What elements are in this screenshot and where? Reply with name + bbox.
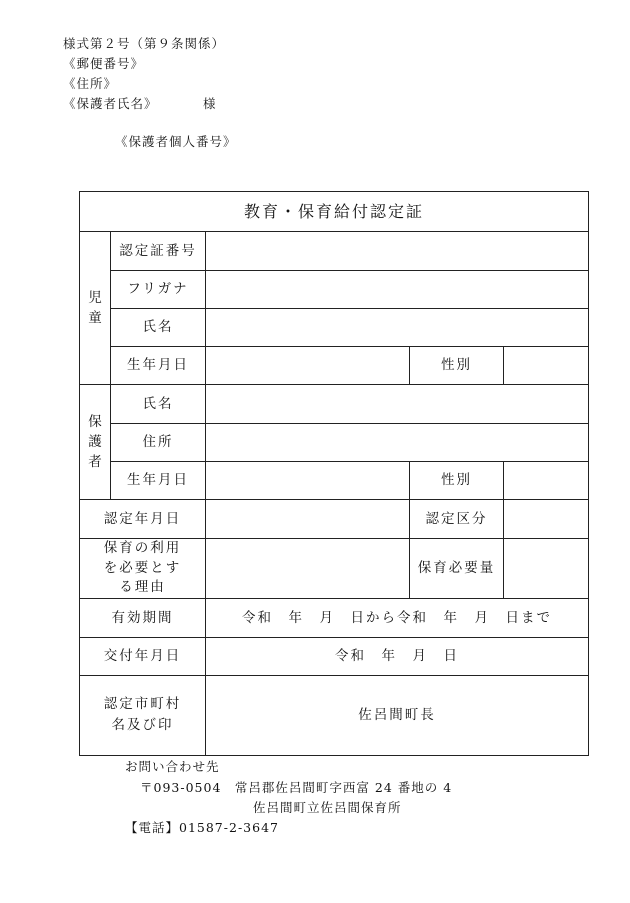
furigana-field bbox=[206, 271, 589, 309]
validity-label: 有効期間 bbox=[80, 598, 206, 637]
child-section-text: 児童 bbox=[88, 289, 104, 326]
guardian-birthdate-label: 生年月日 bbox=[111, 462, 206, 500]
child-birthdate-field bbox=[206, 347, 410, 385]
cert-date-field bbox=[206, 500, 410, 539]
cert-category-field bbox=[504, 500, 589, 539]
guardian-section-text: 保護者 bbox=[88, 413, 104, 471]
guardian-name-placeholder: 《保護者氏名》 bbox=[63, 96, 158, 111]
reason-label bbox=[80, 539, 206, 599]
required-amount-label: 保育必要量 bbox=[410, 539, 504, 599]
cert-number-field bbox=[206, 232, 589, 271]
guardian-id-placeholder: 《保護者個人番号》 bbox=[115, 134, 237, 149]
guardian-name-label: 氏名 bbox=[111, 385, 206, 424]
furigana-label: フリガナ bbox=[111, 271, 206, 309]
postal-code-placeholder: 《郵便番号》 bbox=[63, 56, 145, 71]
cert-date-label: 認定年月日 bbox=[80, 500, 206, 539]
reason-field bbox=[206, 539, 410, 599]
contact-heading: お問い合わせ先 bbox=[125, 759, 220, 774]
honorific: 様 bbox=[203, 96, 217, 111]
certificate-title: 教育・保育給付認定証 bbox=[80, 192, 589, 232]
cert-number-label: 認定証番号 bbox=[111, 232, 206, 271]
municipality-text: 認定市町村名及び印 bbox=[103, 695, 182, 734]
guardian-address-field bbox=[206, 424, 589, 462]
guardian-name-field bbox=[206, 385, 589, 424]
contact-office: 佐呂間町立佐呂間保育所 bbox=[253, 800, 402, 815]
child-section-label bbox=[80, 232, 111, 385]
reason-text: 保育の利用を必要とする理由 bbox=[103, 540, 182, 596]
child-birthdate-label: 生年月日 bbox=[111, 347, 206, 385]
form-number: 様式第２号（第９条関係） bbox=[63, 36, 226, 51]
child-sex-field bbox=[504, 347, 589, 385]
issue-date-value: 令和 年 月 日 bbox=[206, 637, 589, 675]
child-name-field bbox=[206, 309, 589, 347]
required-amount-field bbox=[504, 539, 589, 599]
cert-category-label: 認定区分 bbox=[410, 500, 504, 539]
certificate-table bbox=[79, 191, 589, 756]
municipality-value: 佐呂間町長 bbox=[206, 675, 589, 755]
guardian-birthdate-field bbox=[206, 462, 410, 500]
child-sex-label: 性別 bbox=[410, 347, 504, 385]
contact-address: 〒093-0504 常呂郡佐呂間町字西富 24 番地の 4 bbox=[140, 780, 453, 795]
guardian-sex-label: 性別 bbox=[410, 462, 504, 500]
guardian-section-label bbox=[80, 385, 111, 500]
validity-value: 令和 年 月 日から令和 年 月 日まで bbox=[206, 598, 589, 637]
address-placeholder: 《住所》 bbox=[63, 76, 118, 91]
guardian-address-label: 住所 bbox=[111, 424, 206, 462]
guardian-sex-field bbox=[504, 462, 589, 500]
municipality-label bbox=[80, 675, 206, 755]
contact-phone: 【電話】01587-2-3647 bbox=[125, 820, 279, 835]
issue-date-label: 交付年月日 bbox=[80, 637, 206, 675]
child-name-label: 氏名 bbox=[111, 309, 206, 347]
